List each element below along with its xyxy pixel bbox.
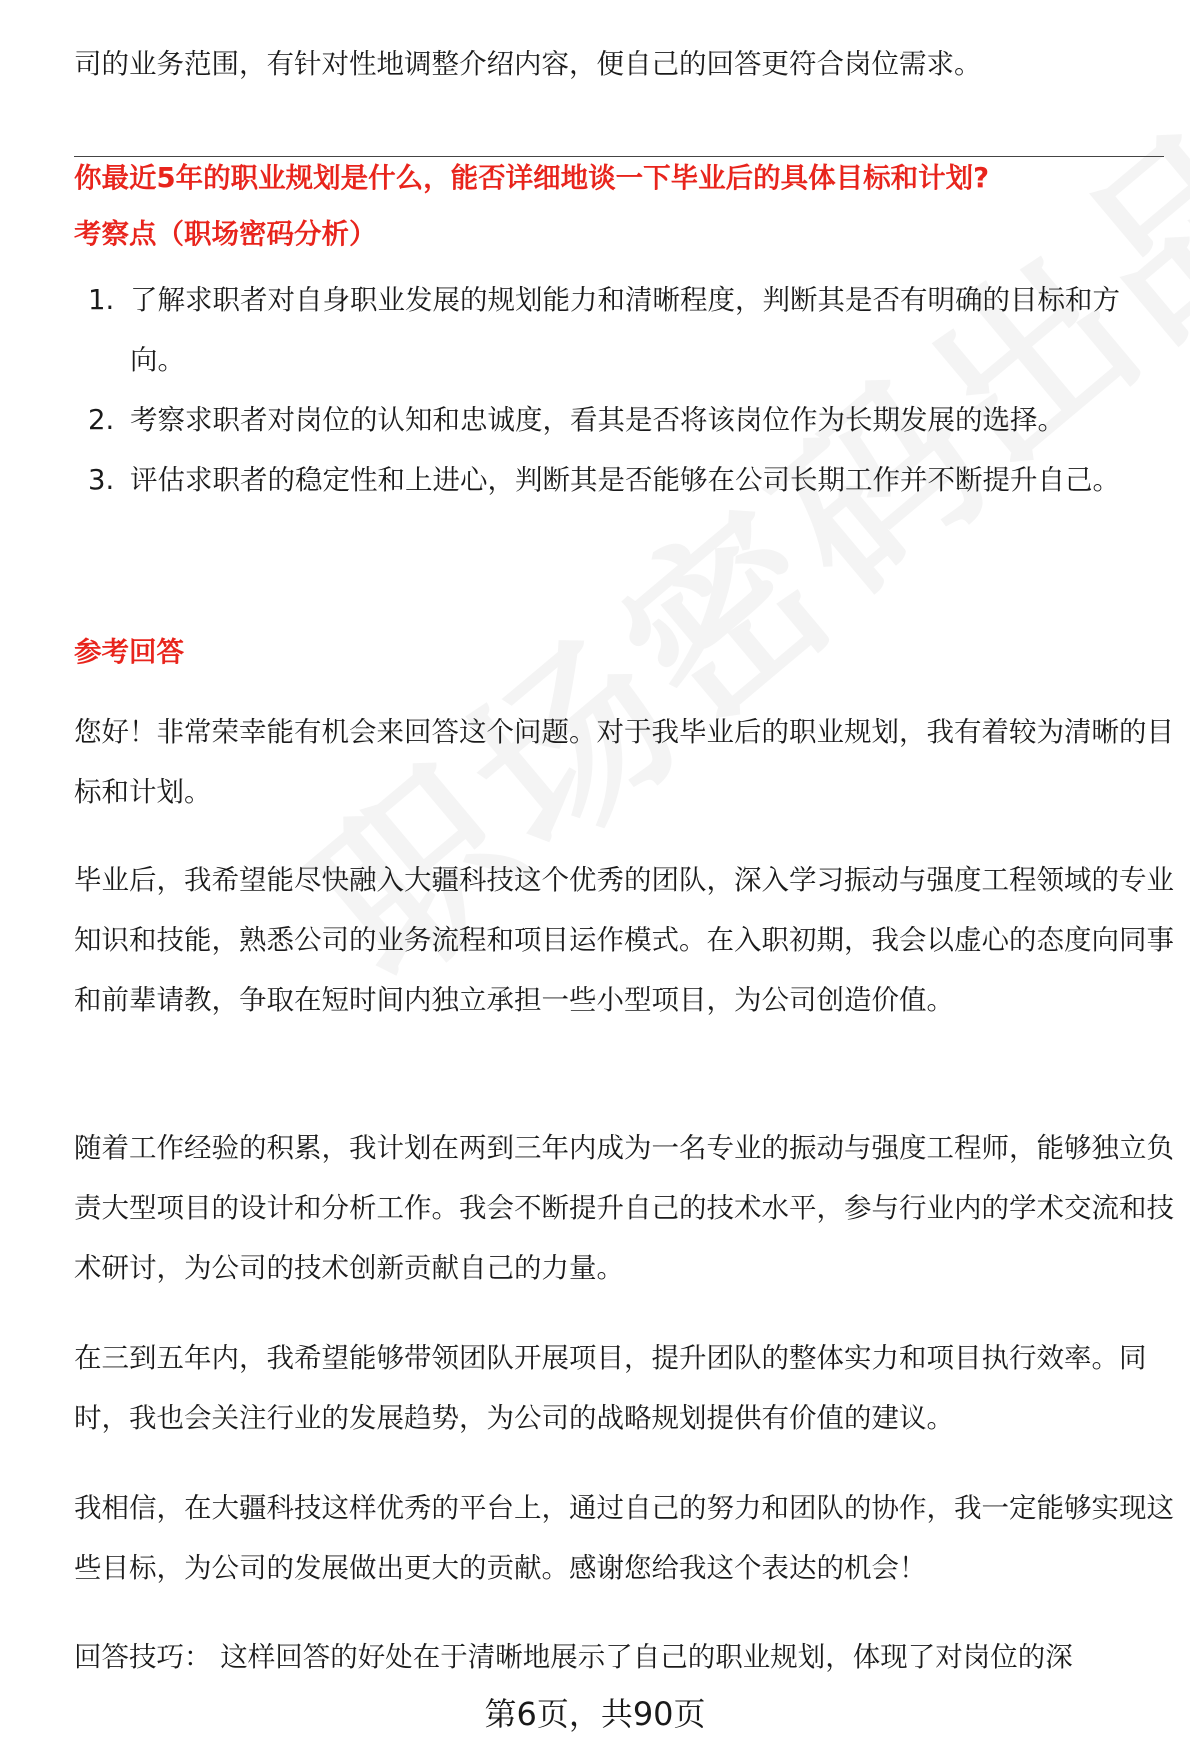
answer-paragraph: 毕业后，我希望能尽快融入大疆科技这个优秀的团队，深入学习振动与强度工程领域的专业知识和技能，熟悉公司的业务流程和项目运作模式。在入职初期，我会以虚心的态度向同事和前辈请教，争取在短时间内独立承担一些小型项目，为公司创造价值。 (74, 864, 1174, 1016)
answer-paragraph: 在三到五年内，我希望能够带领团队开展项目，提升团队的整体实力和项目执行效率。同时，我也会关注行业的发展趋势，为公司的战略规划提供有价值的建议。 (74, 1342, 1147, 1434)
list-item-number: 3. (88, 464, 115, 496)
assessment-heading: 考察点（职场密码分析） (74, 218, 377, 250)
list-item-number: 1. (88, 284, 115, 316)
question-heading: 你最近5年的职业规划是什么，能否详细地谈一下毕业后的具体目标和计划? (74, 162, 990, 194)
page-footer: 第6页，共90页 (484, 1695, 706, 1733)
answer-heading: 参考回答 (74, 636, 184, 668)
answer-paragraph: 我相信，在大疆科技这样优秀的平台上，通过自己的努力和团队的协作，我一定能够实现这些目标，为公司的发展做出更大的贡献。感谢您给我这个表达的机会！ (74, 1492, 1174, 1584)
list-item-text: 评估求职者的稳定性和上进心，判断其是否能够在公司长期工作并不断提升自己。 (130, 464, 1120, 496)
answer-paragraph: 随着工作经验的积累，我计划在两到三年内成为一名专业的振动与强度工程师，能够独立负责大型项目的设计和分析工作。我会不断提升自己的技术水平，参与行业内的学术交流和技术研讨，为公司的技术创新贡献自己的力量。 (74, 1132, 1174, 1284)
assessment-list (74, 270, 1174, 510)
list-item (74, 390, 1174, 450)
answer-paragraph: 您好！非常荣幸能有机会来回答这个问题。对于我毕业后的职业规划，我有着较为清晰的目标和计划。 (74, 716, 1174, 808)
list-item-text: 考察求职者对岗位的认知和忠诚度，看其是否将该岗位作为长期发展的选择。 (130, 404, 1065, 436)
intro-tail-paragraph: 司的业务范围，有针对性地调整介绍内容，便自己的回答更符合岗位需求。 (74, 48, 982, 80)
list-item-text: 了解求职者对自身职业发展的规划能力和清晰程度，判断其是否有明确的目标和方向。 (130, 284, 1120, 376)
list-item (74, 270, 1174, 390)
list-item-number: 2. (88, 404, 115, 436)
answer-tip: 回答技巧： 这样回答的好处在于清晰地展示了自己的职业规划，体现了对岗位的深 (74, 1641, 1073, 1673)
list-item (74, 450, 1174, 510)
